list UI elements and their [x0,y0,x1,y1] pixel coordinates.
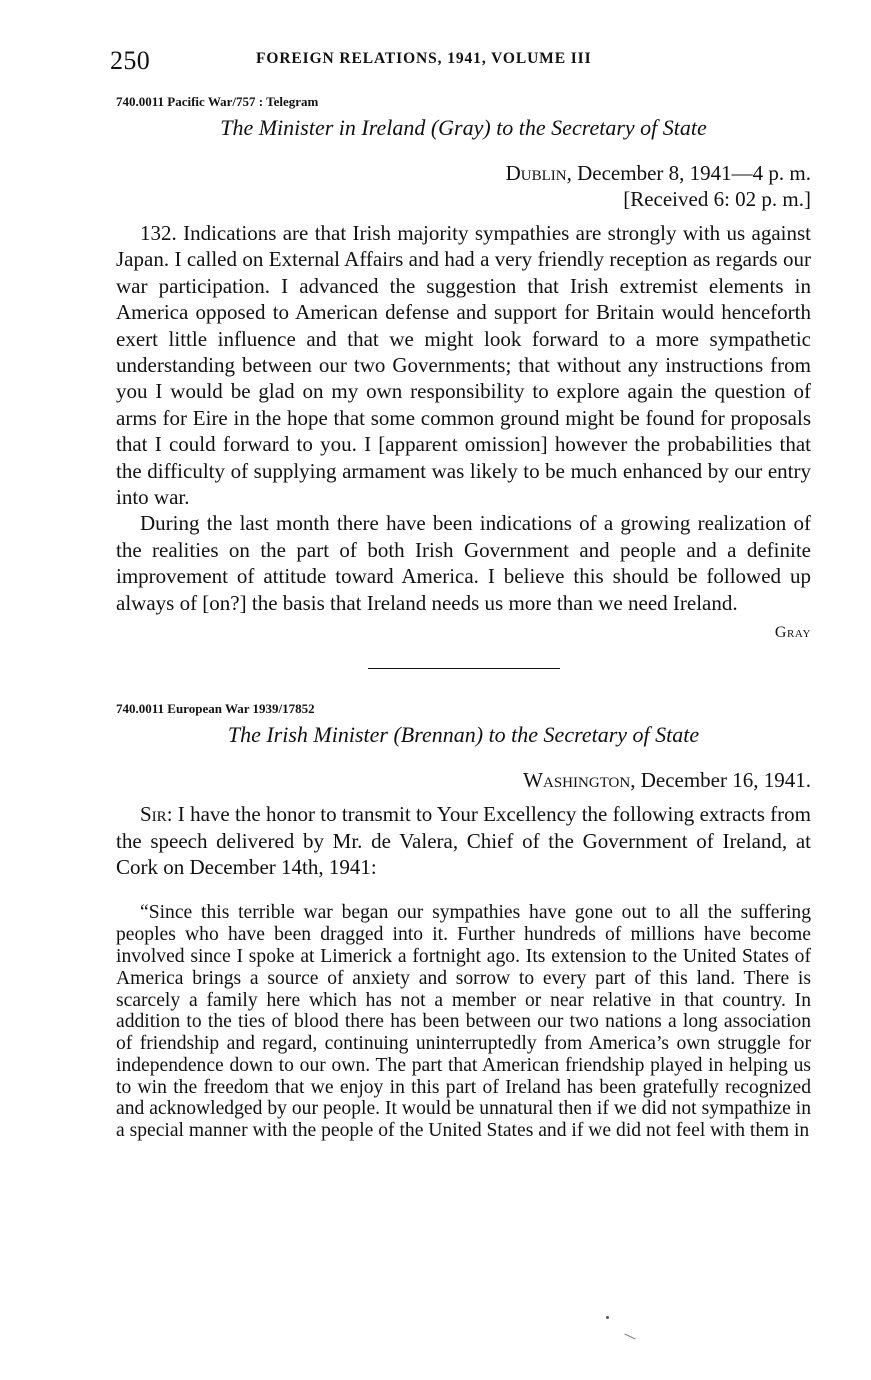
body-paragraph: During the last month there have been indications of a growing realization of the realities on the part of both Irish Government and people and a definite improvement of attitude toward America. I believe this should be followed up always of [on?] the basis that Ireland needs us more than we need Ireland. [116,511,811,615]
dateline-place: Dublin [505,161,567,185]
page-number: 250 [110,46,151,75]
file-reference: 740.0011 Pacific War/757 : Telegram [116,94,319,109]
dateline-date: , December 16, 1941. [630,768,811,793]
quoted-speech: “Since this terrible war began our sympathies have gone out to all the suffering peoples who have been dragged into it. Further hundreds of millions have become involved since I spoke at Limerick a fortnight ago. Its extension to the United States of America brings a source of anxiety and sorrow to every part of this land. There is scarcely a family here which has not a member or near relative in that country. In addition to the ties of blood there has been between our two nations a long association of friendship and regard, continuing uninterruptedly from America’s own struggle for independence down to our own. The part that American friendship played in helping us to win the freedom that we enjoy in this part of Ireland has been gratefully recognized and acknowledged by our people. It would be unnatural then if we did not sympathize in a special manner with the people of the United States and if we did not feel with them in [116,902,811,1142]
dateline [116,767,811,793]
document-page [110,44,811,1162]
signature: Gray [774,624,811,642]
dateline-place: Washington [523,768,631,793]
scan-speck [624,1334,635,1340]
salutation: Sir [140,802,167,827]
dateline [116,160,811,186]
intro-text: : I have the honor to transmit to Your Excellency the following extracts from the speech delivered by Mr. de Valera, Chief of the Government of Ireland, at Cork on December 14th, 1941: [116,802,811,879]
document-heading: The Minister in Ireland (Gray) to the Secretary of State [220,115,707,140]
received-time: [Received 6: 02 p. m.] [623,187,811,211]
dateline-date: , December 8, 1941—4 p. m. [566,161,811,185]
running-title: FOREIGN RELATIONS, 1941, VOLUME III [256,50,592,67]
scan-speck [606,1316,609,1319]
running-header [110,44,811,80]
body-paragraph: 132. Indications are that Irish majority sympathies are strongly with us against Japan. I called on External Affairs and had a very friendly reception as regards our war participation. I advanced the suggestion that Irish extremist elements in America opposed to American defense and support for Britain would henceforth exert little influence and that we might look forward to a more sympathetic understanding between our two Governments; that without any instructions from you I would be glad on my own responsibility to explore again the question of arms for Eire in the hope that some common ground might be found for proposals that I could forward to you. I [apparent omission] however the probabilities that the difficulty of supplying armament was likely to be much enhanced by our entry into war. [116,221,811,510]
section-divider [368,668,560,669]
document-heading: The Irish Minister (Brennan) to the Secretary of State [227,722,700,748]
file-reference: 740.0011 European War 1939/17852 [116,701,315,717]
letter-intro [116,801,811,880]
